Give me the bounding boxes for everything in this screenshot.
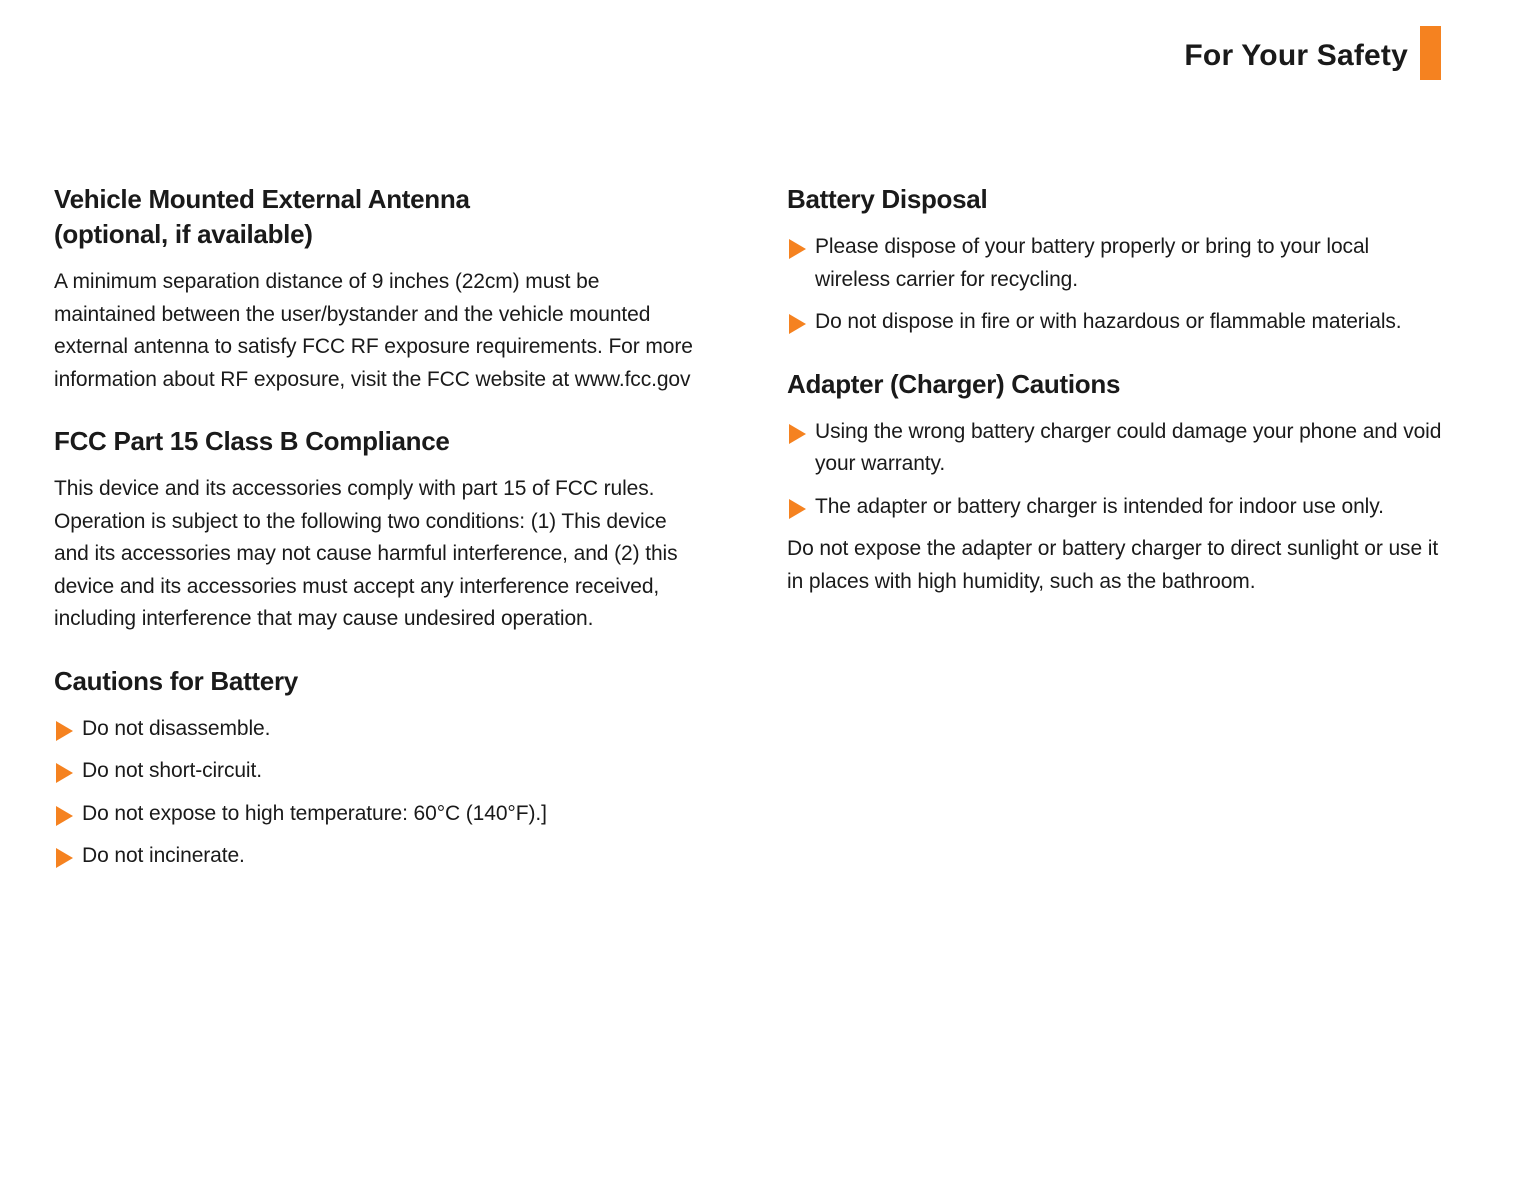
list-item-text: Do not dispose in fire or with hazardous or flammable materials.: [815, 310, 1402, 333]
triangle-bullet-icon: [789, 239, 806, 259]
section-vehicle-antenna: [54, 182, 694, 396]
section-note: Do not expose the adapter or battery charger to direct sunlight or use it in places with high humidity, such as the bathroom.: [787, 537, 1439, 593]
heading-line-1: Vehicle Mounted External Antenna: [54, 184, 470, 214]
triangle-bullet-icon: [789, 499, 806, 519]
bullet-list: [787, 231, 1442, 339]
list-item-text: Please dispose of your battery properly or bring to your local wireless carrier for recycling.: [815, 235, 1370, 291]
triangle-bullet-icon: [56, 848, 73, 868]
section-battery-cautions: [54, 664, 694, 873]
list-item: [54, 755, 694, 788]
section-adapter-cautions: [787, 367, 1442, 599]
section-body: This device and its accessories comply with part 15 of FCC rules. Operation is subject to the following two conditions: (1) This device and its accessories may not cause harmful interference, and (2) this device and its accessories must accept any interference received, including interference that may cause undesired operation.: [54, 477, 678, 630]
list-item: [54, 840, 694, 873]
right-column: [787, 182, 1442, 626]
section-tab-marker: [1420, 26, 1441, 80]
section-heading: Cautions for Battery: [54, 665, 298, 696]
triangle-bullet-icon: [56, 763, 73, 783]
triangle-bullet-icon: [56, 806, 73, 826]
list-item-text: Using the wrong battery charger could damage your phone and void your warranty.: [815, 419, 1442, 475]
section-heading: Adapter (Charger) Cautions: [787, 368, 1121, 399]
list-item: [54, 798, 694, 831]
page-header: [1000, 26, 1441, 80]
section-body: A minimum separation distance of 9 inches (22cm) must be maintained between the user/bystander and the vehicle mounted external antenna to satisfy FCC RF exposure requirements. For more information about RF exposure, visit the FCC website at www.fcc.gov: [54, 270, 693, 391]
list-item-text: The adapter or battery charger is intended for indoor use only.: [815, 494, 1384, 518]
bullet-list: [54, 713, 694, 873]
list-item-text: Do not expose to high temperature: 60°C (140°F).]: [82, 801, 547, 825]
heading-line-2: (optional, if available): [54, 219, 313, 249]
section-heading: Battery Disposal: [787, 184, 988, 214]
list-item-text: Do not incinerate.: [82, 844, 245, 867]
triangle-bullet-icon: [56, 721, 73, 741]
list-item: [787, 231, 1442, 296]
list-item-text: Do not short-circuit.: [82, 759, 262, 782]
triangle-bullet-icon: [789, 424, 806, 444]
list-item: [787, 491, 1442, 524]
list-item: [54, 713, 694, 746]
list-item: [787, 416, 1442, 481]
bullet-list: [787, 416, 1442, 524]
triangle-bullet-icon: [789, 314, 806, 334]
section-heading: FCC Part 15 Class B Compliance: [54, 426, 450, 456]
left-column: [54, 182, 694, 901]
section-battery-disposal: [787, 182, 1442, 339]
list-item: [787, 306, 1442, 339]
section-heading: [54, 182, 694, 252]
section-fcc-compliance: [54, 424, 694, 636]
page-title: For Your Safety: [1184, 39, 1408, 72]
list-item-text: Do not disassemble.: [82, 716, 271, 740]
